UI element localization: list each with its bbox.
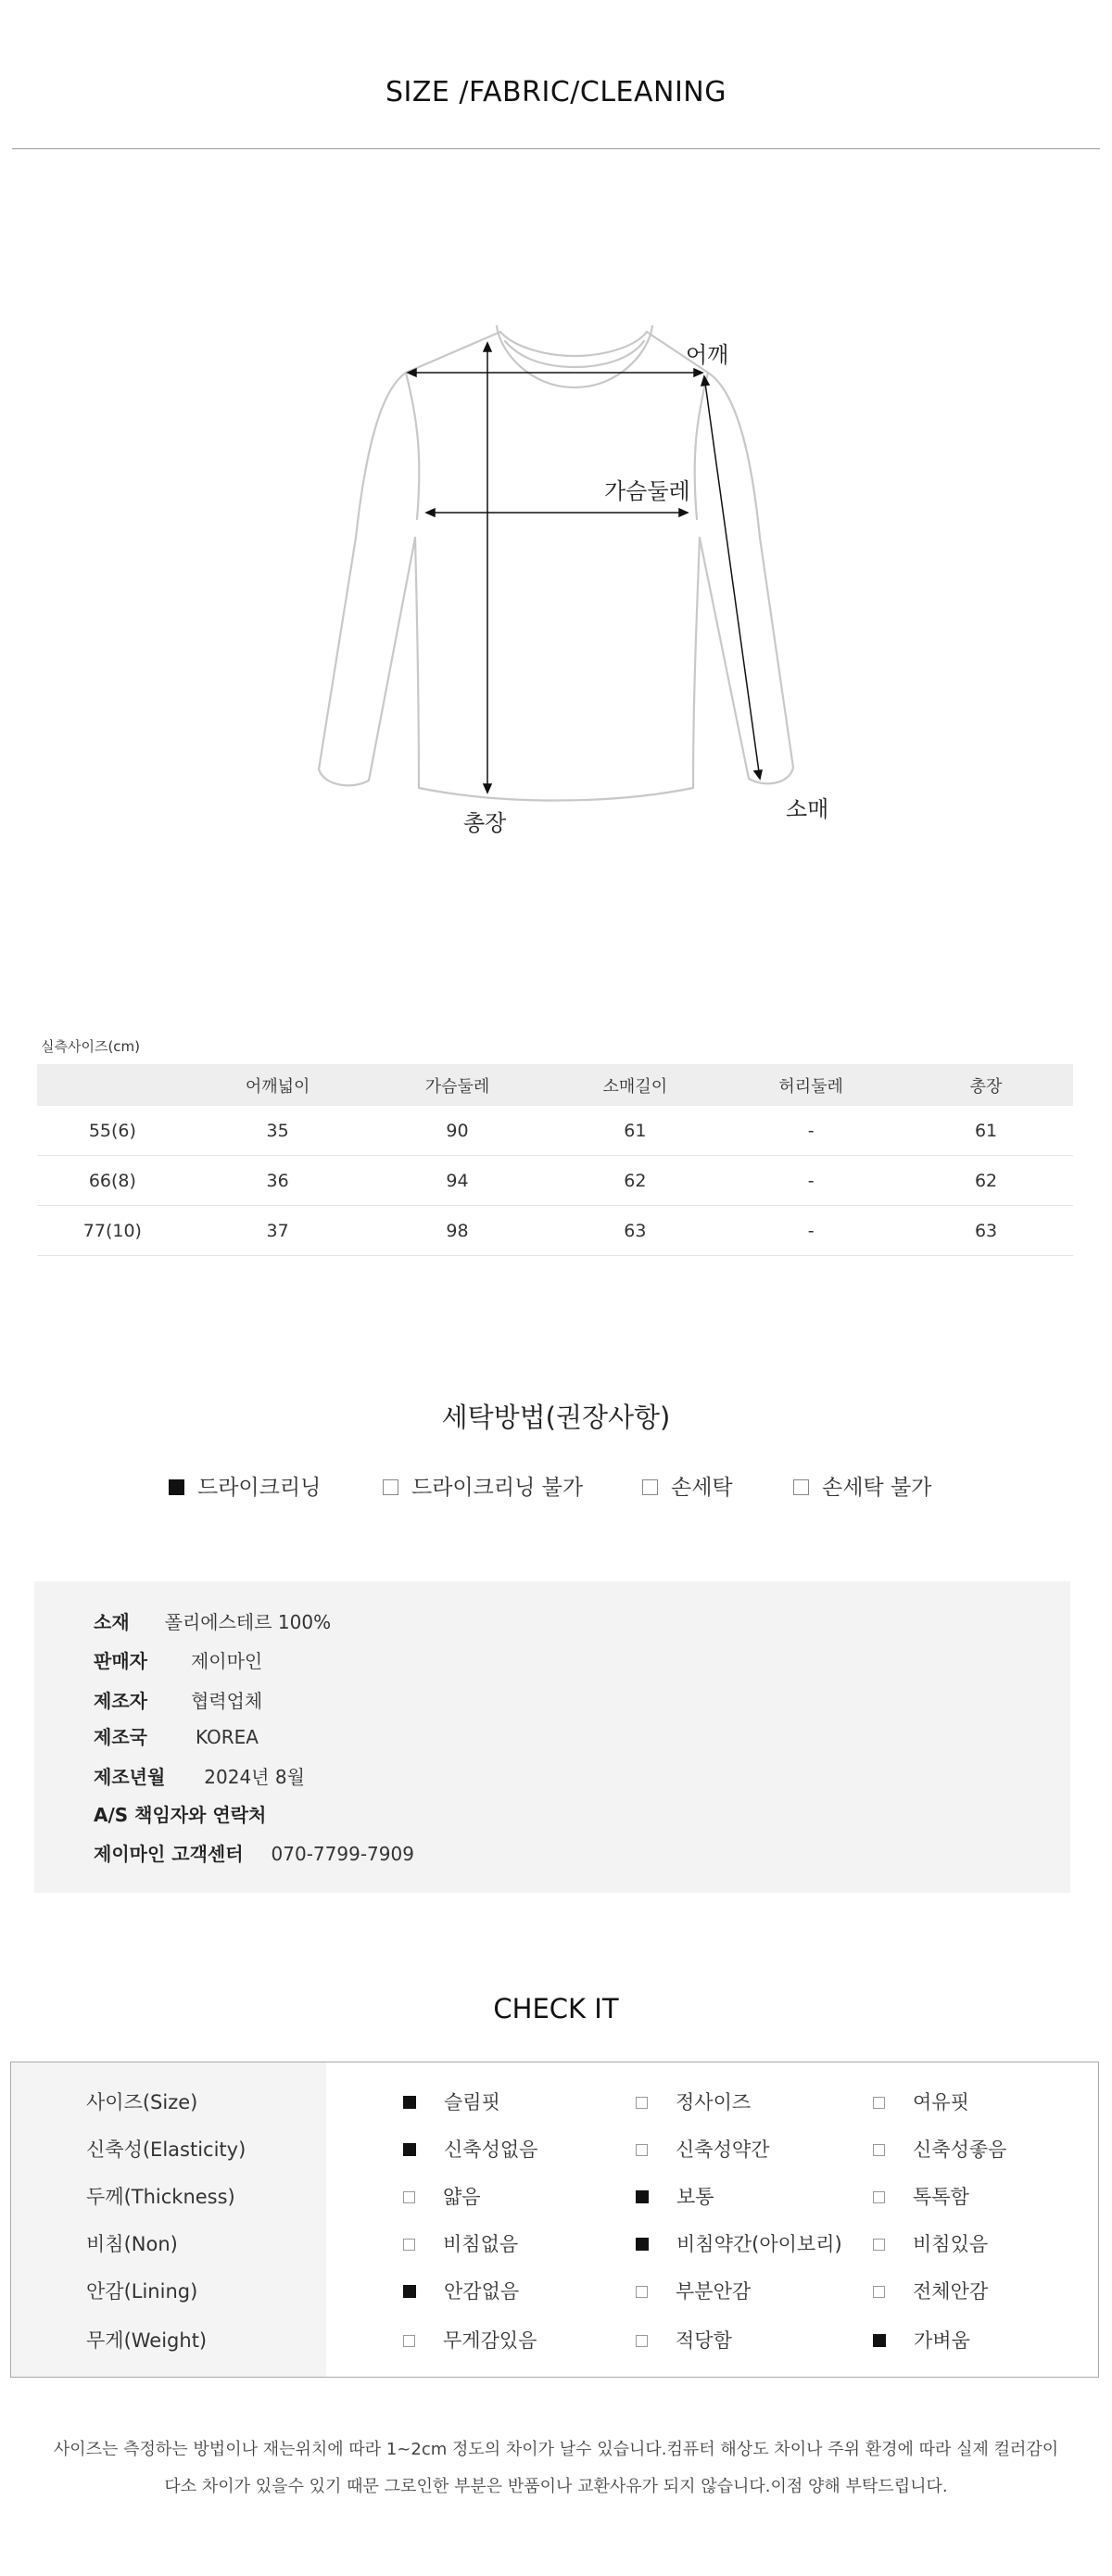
check-option-label: 전체안감: [913, 2280, 989, 2303]
check-option-label: 톡톡함: [913, 2186, 969, 2208]
info-key: 소재: [94, 1611, 130, 1633]
length-label: 총장: [463, 810, 507, 836]
check-option: [873, 2174, 969, 2221]
material-row: [94, 1607, 331, 1634]
check-option-label: 적당함: [676, 2329, 732, 2352]
table-cell: 98: [368, 1206, 548, 1256]
check-row-label: 사이즈(Size): [86, 2091, 198, 2113]
check-row: [11, 2174, 1100, 2221]
column-header: 총장: [899, 1064, 1073, 1106]
check-option: [873, 2126, 1006, 2174]
check-option-label: 안감없음: [444, 2280, 520, 2303]
check-option: [873, 2268, 988, 2316]
seller-row: [94, 1646, 262, 1673]
column-header: 허리둘레: [723, 1064, 899, 1106]
check-option: [636, 2268, 751, 2316]
info-key: 제조국: [94, 1726, 147, 1748]
wash-option-label: 손세탁: [671, 1476, 733, 1500]
check-option: [873, 2221, 988, 2268]
customer-center-row: [94, 1839, 414, 1866]
checkbox-empty-icon: [403, 2335, 415, 2347]
wash-option-no-dry-cleaning: [383, 1470, 583, 1501]
size-table: [37, 1064, 1073, 1256]
checkbox-empty-icon: [873, 2239, 885, 2251]
check-row-label: 두께(Thickness): [86, 2186, 235, 2208]
checkbox-empty-icon: [636, 2097, 648, 2109]
checkbox-empty-icon: [383, 1479, 398, 1495]
sweater-outline-illustration: [278, 306, 853, 862]
check-option-label: 신축성좋음: [913, 2138, 1007, 2161]
check-row: [11, 2221, 1100, 2268]
checkbox-checked-icon: [403, 2143, 416, 2156]
column-header: [37, 1064, 188, 1106]
check-option: [636, 2174, 714, 2221]
checkbox-empty-icon: [403, 2191, 415, 2203]
table-cell: -: [723, 1156, 899, 1206]
notice-line-2: 다소 차이가 있을수 있기 때문 그로인한 부분은 반품이나 교환사유가 되지 않습니다.이점 양해 부탁드립니다.: [164, 2477, 948, 2496]
wash-option-label: 드라이크리닝: [197, 1476, 322, 1500]
check-row: [11, 2126, 1100, 2174]
checkbox-empty-icon: [636, 2286, 648, 2298]
check-option-label: 가벼움: [914, 2329, 970, 2352]
check-option-label: 신축성약간: [676, 2138, 770, 2161]
product-info-panel: [34, 1581, 1070, 1893]
check-option: [403, 2268, 519, 2316]
table-row: [37, 1106, 1073, 1156]
info-value: 제이마인: [190, 1650, 263, 1672]
sleeve-label: 소매: [786, 796, 829, 822]
info-key: 판매자: [94, 1650, 147, 1672]
checkbox-empty-icon: [873, 2286, 885, 2298]
checkbox-empty-icon: [403, 2239, 415, 2251]
check-option-label: 신축성없음: [444, 2138, 538, 2161]
info-key: 제조년월: [94, 1766, 166, 1788]
checkbox-empty-icon: [873, 2097, 885, 2109]
info-value: 2024년 8월: [204, 1766, 305, 1788]
check-option-label: 비침없음: [443, 2233, 519, 2255]
wash-option-label: 손세탁 불가: [822, 1476, 932, 1500]
table-cell: 94: [368, 1156, 548, 1206]
chest-label: 가슴둘레: [604, 478, 690, 504]
table-cell: 61: [547, 1106, 723, 1156]
info-value: 070-7799-7909: [271, 1843, 414, 1865]
table-cell: 77(10): [37, 1206, 188, 1256]
header-divider: [12, 148, 1100, 149]
table-cell: 63: [547, 1206, 723, 1256]
column-header: 가슴둘레: [368, 1064, 548, 1106]
table-cell: 55(6): [37, 1106, 188, 1156]
as-row: [94, 1800, 266, 1827]
wash-option-label: 드라이크리닝 불가: [411, 1476, 584, 1500]
garment-measurement-diagram: [278, 306, 853, 862]
check-option: [403, 2317, 537, 2365]
check-row: [11, 2079, 1100, 2126]
info-key: 제이마인 고객센터: [94, 1843, 244, 1865]
page-title: SIZE /FABRIC/CLEANING: [385, 76, 727, 108]
check-option-label: 비침약간(아이보리): [676, 2233, 842, 2255]
table-cell: 61: [899, 1106, 1073, 1156]
column-header: 어깨넓이: [188, 1064, 368, 1106]
info-value: 폴리에스테르 100%: [164, 1611, 332, 1633]
check-it-title: CHECK IT: [493, 1993, 619, 2024]
country-row: [94, 1722, 259, 1749]
info-value: 협력업체: [190, 1690, 263, 1712]
column-header: 소매길이: [547, 1064, 723, 1106]
check-it-panel: [10, 2062, 1099, 2378]
checkbox-checked-icon: [169, 1479, 184, 1495]
table-row: [37, 1156, 1073, 1206]
check-row: [11, 2317, 1100, 2365]
size-table-caption: 실측사이즈(cm): [41, 1038, 141, 1055]
check-option-label: 보통: [676, 2186, 714, 2208]
check-row-label: 비침(Non): [86, 2233, 178, 2255]
table-row: [37, 1206, 1073, 1256]
date-row: [94, 1762, 305, 1789]
size-table-header: [37, 1064, 1073, 1106]
checkbox-empty-icon: [636, 2335, 648, 2347]
check-row-label: 신축성(Elasticity): [86, 2138, 246, 2161]
wash-option-dry-cleaning: [169, 1470, 321, 1501]
table-cell: 35: [188, 1106, 368, 1156]
check-option-label: 부분안감: [676, 2280, 752, 2303]
check-option: [636, 2317, 732, 2365]
table-cell: 36: [188, 1156, 368, 1206]
wash-option-hand-wash: [642, 1470, 733, 1501]
check-option: [636, 2126, 769, 2174]
shoulder-label: 어깨: [686, 342, 729, 368]
table-cell: 66(8): [37, 1156, 188, 1206]
check-option: [403, 2126, 537, 2174]
info-value: KOREA: [195, 1726, 259, 1748]
check-option: [636, 2079, 751, 2126]
check-row-label: 안감(Lining): [86, 2280, 198, 2303]
checkbox-empty-icon: [873, 2144, 885, 2156]
check-option-label: 무게감있음: [443, 2329, 537, 2352]
checkbox-checked-icon: [873, 2334, 886, 2347]
checkbox-empty-icon: [793, 1479, 809, 1495]
check-option-label: 얇음: [443, 2186, 481, 2208]
info-key: A/S 책임자와 연락처: [94, 1804, 267, 1826]
check-option: [636, 2221, 842, 2268]
table-cell: -: [723, 1106, 899, 1156]
info-key: 제조자: [94, 1690, 147, 1712]
table-cell: 62: [899, 1156, 1073, 1206]
check-option: [873, 2317, 970, 2365]
table-cell: -: [723, 1206, 899, 1256]
checkbox-empty-icon: [642, 1479, 658, 1495]
checkbox-checked-icon: [636, 2190, 649, 2203]
checkbox-checked-icon: [403, 2285, 416, 2298]
checkbox-empty-icon: [873, 2191, 885, 2203]
notice-line-1: 사이즈는 측정하는 방법이나 재는위치에 따라 1~2cm 정도의 차이가 날수 있습니다.컴퓨터 해상도 차이나 주위 환경에 따라 실제 컬러감이: [53, 2440, 1059, 2459]
check-option: [873, 2079, 969, 2126]
table-cell: 62: [547, 1156, 723, 1206]
check-option: [403, 2174, 481, 2221]
check-option: [403, 2079, 500, 2126]
washing-title: 세탁방법(권장사항): [441, 1402, 671, 1433]
table-cell: 37: [188, 1206, 368, 1256]
check-option-label: 정사이즈: [676, 2091, 752, 2113]
maker-row: [94, 1686, 262, 1713]
table-cell: 90: [368, 1106, 548, 1156]
check-option-label: 여유핏: [913, 2091, 969, 2113]
checkbox-checked-icon: [636, 2238, 649, 2251]
table-cell: 63: [899, 1206, 1073, 1256]
wash-option-no-hand-wash: [793, 1470, 931, 1501]
check-option-label: 비침있음: [913, 2233, 989, 2255]
checkbox-checked-icon: [403, 2096, 416, 2109]
check-option: [403, 2221, 518, 2268]
checkbox-empty-icon: [636, 2144, 648, 2156]
check-row: [11, 2268, 1100, 2316]
check-option-label: 슬림핏: [444, 2091, 500, 2113]
check-row-label: 무게(Weight): [86, 2329, 208, 2352]
